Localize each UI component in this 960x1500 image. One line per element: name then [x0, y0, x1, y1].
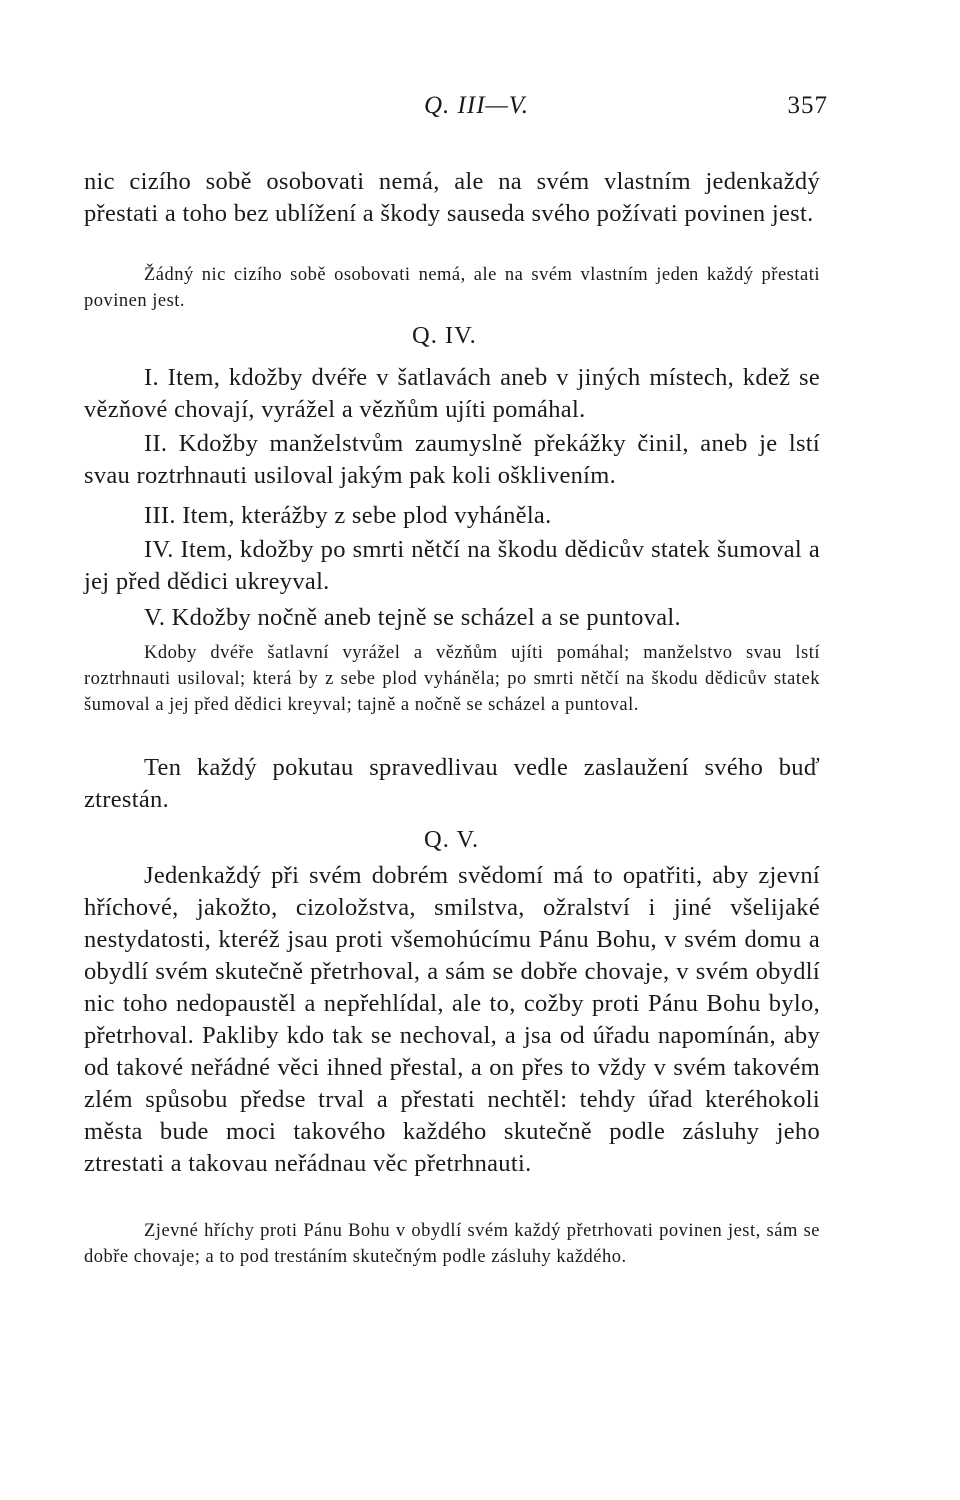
q3-tail-paragraph: nic cizího sobě osobovati nemá, ale na svém vlastním jedenkaždý přestati a toho bez ublížení a škody sauseda svého požívati povinen jest. [84, 168, 820, 227]
q4-item-4: IV. Item, kdožby po smrti nětčí na škodu dědicův statek šumoval a jej před dědici ukreyval. [84, 536, 820, 595]
q4-closing: Ten každý pokutau spravedlivau vedle zaslaužení svého buď ztrestán. [84, 754, 820, 813]
q5-paragraph: Jedenkaždý při svém dobrém svědomí má to opatřiti, aby zjevní hříchové, jakožto, cizoložstva, smilstva, ožralství i jiné všelijaké nestydatosti, kteréž jsau proti všemohúcímu Pánu Bohu, v svém domu a obydlí svém skutečně přetrhoval, a sám se dobře chovaje, v svém obydlí nic toho nedopaustěl a nepřehlídal, ale to, cožby proti Pánu Bohu bylo, přetrhoval. Pakliby kdo tak se nechoval, a jsa od úřadu napomínán, aby od takové neřádné věci ihned přestal, a on přes to vždy v svém takovém zlém spůsobu předse trval a přestati nechtěl: tehdy úřad kteréhokoli města bude moci takového každého skutečně podle zásluhy jeho ztrestati a takovau neřádnau věc přetrhnauti. [84, 862, 820, 1177]
running-head: Q. III—V. [424, 92, 530, 119]
q3-summary: Žádný nic cizího sobě osobovati nemá, ale na svém vlastním jeden každý přestati povinen jest. [84, 265, 820, 311]
q4-item-5: V. Kdožby nočně aneb tejně se scházel a se puntoval. [144, 604, 681, 631]
q4-item-3: III. Item, kterážby z sebe plod vyháněla. [144, 502, 552, 529]
q4-summary: Kdoby dvéře šatlavní vyrážel a vězňům ujíti pomáhal; manželstvo svau lstí roztrhnauti usiloval; která by z sebe plod vyháněla; po smrti nětčí na škodu dědicův statek šumoval a jej před dědici kreyval; tajně a nočně se scházel a puntoval. [84, 643, 820, 715]
q4-item-1: I. Item, kdožby dvéře v šatlavách aneb v jiných místech, kdež se vězňové chovají, vyrážel a vězňům ujíti pomáhal. [84, 364, 820, 423]
page-number: 357 [787, 92, 828, 119]
page-header [84, 92, 828, 132]
q5-heading: Q. V. [424, 826, 480, 853]
q4-heading: Q. IV. [412, 322, 477, 349]
q5-summary: Zjevné hříchy proti Pánu Bohu v obydlí svém každý přetrhovati povinen jest, sám se dobře chovaje; a to pod trestáním skutečným podle zásluhy každého. [84, 1221, 820, 1267]
q4-item-2: II. Kdožby manželstvům zaumyslně překážky činil, aneb je lstí svau roztrhnauti usiloval jakým pak koli ošklivením. [84, 430, 820, 489]
